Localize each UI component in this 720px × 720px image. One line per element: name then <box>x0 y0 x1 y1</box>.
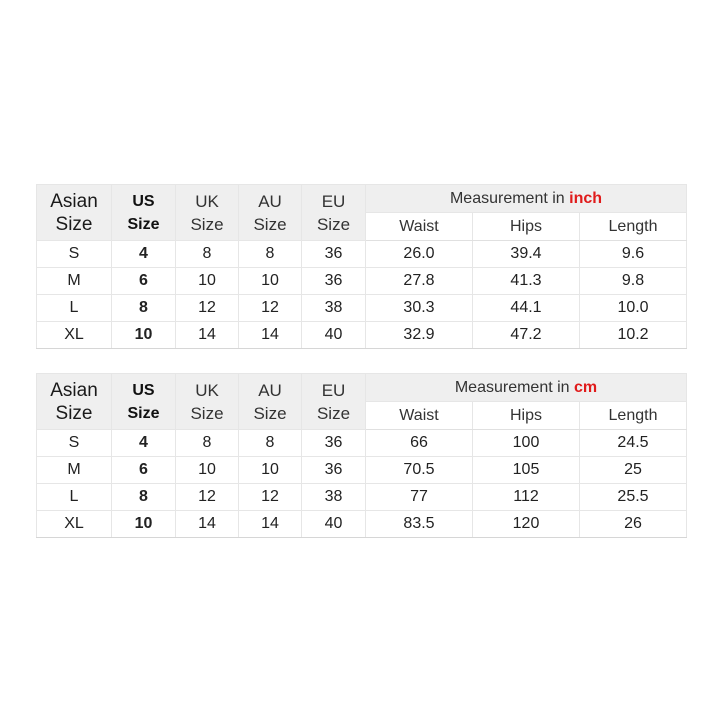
au-size-cell: 12 <box>239 295 302 322</box>
eu-size-cell: 36 <box>302 268 366 295</box>
eu-size-cell: 36 <box>302 430 366 457</box>
hips-header: Hips <box>473 402 580 430</box>
hips-cell: 41.3 <box>473 268 580 295</box>
uk-size-cell: 10 <box>176 268 239 295</box>
eu-size-cell: 40 <box>302 511 366 538</box>
table-row <box>37 322 687 349</box>
waist-cell: 70.5 <box>366 457 473 484</box>
us-size-cell: 10 <box>112 322 176 349</box>
waist-cell: 66 <box>366 430 473 457</box>
length-cell: 10.2 <box>580 322 687 349</box>
waist-cell: 83.5 <box>366 511 473 538</box>
asian-size-cell: M <box>37 457 112 484</box>
hips-cell: 105 <box>473 457 580 484</box>
length-header: Length <box>580 213 687 241</box>
us-size-cell: 10 <box>112 511 176 538</box>
waist-header: Waist <box>366 213 473 241</box>
asian-size-cell: XL <box>37 322 112 349</box>
table-row <box>37 430 687 457</box>
table-row <box>37 457 687 484</box>
us-size-cell: 4 <box>112 241 176 268</box>
table-row <box>37 484 687 511</box>
size-chart-inch-table <box>36 184 687 349</box>
hips-cell: 44.1 <box>473 295 580 322</box>
eu-size-header: EU Size <box>302 374 366 430</box>
waist-cell: 27.8 <box>366 268 473 295</box>
hips-cell: 112 <box>473 484 580 511</box>
uk-size-cell: 8 <box>176 430 239 457</box>
asian-size-header: Asian Size <box>37 374 112 430</box>
eu-size-cell: 38 <box>302 484 366 511</box>
au-size-cell: 10 <box>239 457 302 484</box>
us-size-header: US Size <box>112 374 176 430</box>
au-size-cell: 14 <box>239 322 302 349</box>
us-size-cell: 8 <box>112 295 176 322</box>
us-size-header: US Size <box>112 185 176 241</box>
hips-cell: 47.2 <box>473 322 580 349</box>
size-chart-cm-table <box>36 373 687 538</box>
hips-header: Hips <box>473 213 580 241</box>
uk-size-cell: 14 <box>176 511 239 538</box>
uk-size-header: UK Size <box>176 374 239 430</box>
au-size-cell: 12 <box>239 484 302 511</box>
table-row <box>37 295 687 322</box>
table-row <box>37 268 687 295</box>
asian-size-cell: L <box>37 484 112 511</box>
uk-size-cell: 12 <box>176 295 239 322</box>
measurement-header: Measurement in cm <box>366 374 687 402</box>
length-cell: 25 <box>580 457 687 484</box>
eu-size-cell: 40 <box>302 322 366 349</box>
eu-size-header: EU Size <box>302 185 366 241</box>
hips-cell: 120 <box>473 511 580 538</box>
asian-size-cell: S <box>37 241 112 268</box>
au-size-header: AU Size <box>239 185 302 241</box>
us-size-cell: 4 <box>112 430 176 457</box>
waist-cell: 30.3 <box>366 295 473 322</box>
length-cell: 26 <box>580 511 687 538</box>
eu-size-cell: 38 <box>302 295 366 322</box>
waist-header: Waist <box>366 402 473 430</box>
asian-size-cell: M <box>37 268 112 295</box>
length-cell: 24.5 <box>580 430 687 457</box>
au-size-cell: 8 <box>239 241 302 268</box>
us-size-cell: 6 <box>112 457 176 484</box>
waist-cell: 77 <box>366 484 473 511</box>
measurement-unit: inch <box>569 189 603 207</box>
measurement-unit: cm <box>574 378 598 396</box>
au-size-header: AU Size <box>239 374 302 430</box>
asian-size-header: Asian Size <box>37 185 112 241</box>
length-cell: 9.6 <box>580 241 687 268</box>
eu-size-cell: 36 <box>302 457 366 484</box>
table-row <box>37 241 687 268</box>
length-cell: 25.5 <box>580 484 687 511</box>
waist-cell: 32.9 <box>366 322 473 349</box>
table-row <box>37 511 687 538</box>
uk-size-cell: 8 <box>176 241 239 268</box>
asian-size-cell: L <box>37 295 112 322</box>
length-cell: 10.0 <box>580 295 687 322</box>
au-size-cell: 10 <box>239 268 302 295</box>
measurement-header: Measurement in inch <box>366 185 687 213</box>
us-size-cell: 8 <box>112 484 176 511</box>
au-size-cell: 14 <box>239 511 302 538</box>
waist-cell: 26.0 <box>366 241 473 268</box>
uk-size-header: UK Size <box>176 185 239 241</box>
au-size-cell: 8 <box>239 430 302 457</box>
uk-size-cell: 10 <box>176 457 239 484</box>
eu-size-cell: 36 <box>302 241 366 268</box>
length-cell: 9.8 <box>580 268 687 295</box>
hips-cell: 100 <box>473 430 580 457</box>
uk-size-cell: 14 <box>176 322 239 349</box>
us-size-cell: 6 <box>112 268 176 295</box>
length-header: Length <box>580 402 687 430</box>
uk-size-cell: 12 <box>176 484 239 511</box>
asian-size-cell: S <box>37 430 112 457</box>
hips-cell: 39.4 <box>473 241 580 268</box>
asian-size-cell: XL <box>37 511 112 538</box>
